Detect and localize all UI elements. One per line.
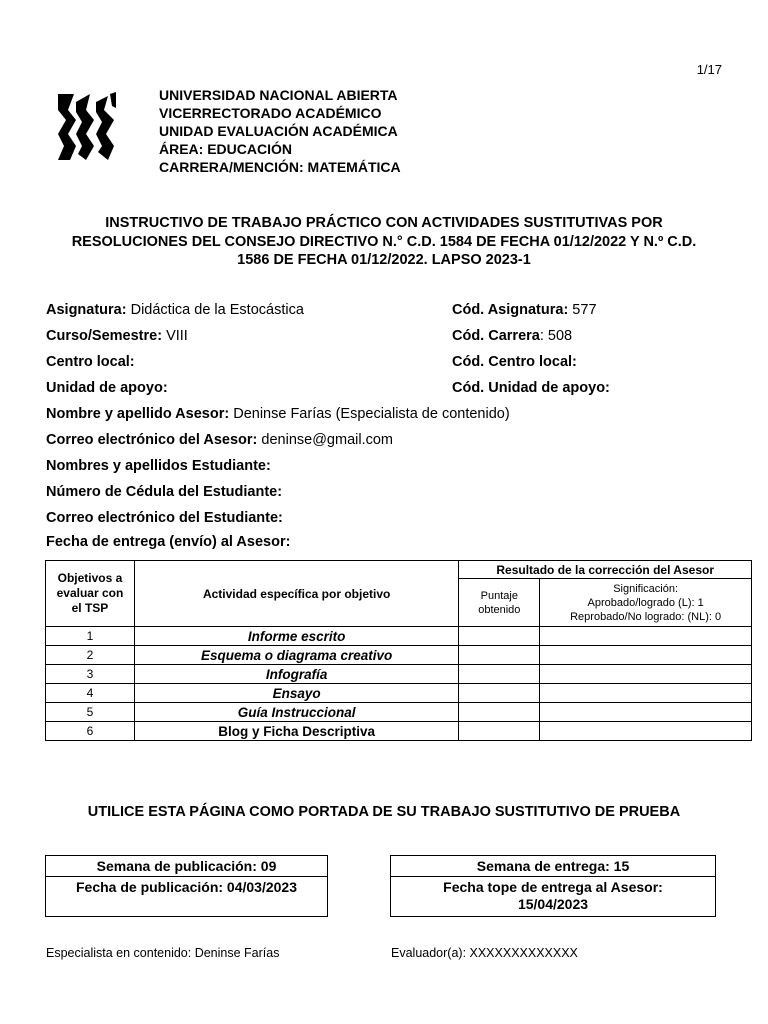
publication-box <box>45 855 328 917</box>
row-number: 5 <box>46 703 135 722</box>
delivery-box <box>390 855 716 917</box>
row-number: 4 <box>46 684 135 703</box>
row-number: 1 <box>46 627 135 646</box>
table-row <box>46 684 752 703</box>
area: ÁREA: EDUCACIÓN <box>159 141 292 157</box>
row-score <box>459 684 540 703</box>
row-activity: Guía Instruccional <box>134 703 458 722</box>
row-significance <box>540 722 752 741</box>
field-asignatura: Asignatura: Didáctica de la Estocástica <box>46 302 304 318</box>
row-score <box>459 722 540 741</box>
vicerrectorado: VICERRECTORADO ACADÉMICO <box>159 105 382 121</box>
row-significance <box>540 684 752 703</box>
row-score <box>459 646 540 665</box>
header-resultado: Resultado de la corrección del Asesor <box>459 561 752 579</box>
row-score <box>459 627 540 646</box>
row-activity: Informe escrito <box>134 627 458 646</box>
field-asesor: Nombre y apellido Asesor: Deninse Farías (Especialista de contenido) <box>46 406 510 422</box>
field-fecha-entrega: Fecha de entrega (envío) al Asesor: <box>46 534 291 550</box>
field-estudiante: Nombres y apellidos Estudiante: <box>46 458 271 474</box>
una-logo-icon <box>56 90 118 162</box>
footer-specialist: Especialista en contenido: Deninse Farías <box>46 946 280 960</box>
footer-evaluator: Evaluador(a): XXXXXXXXXXXXX <box>391 946 578 960</box>
header-objetivos: Objetivos a evaluar con el TSP <box>46 561 135 627</box>
title-line-1: INSTRUCTIVO DE TRABAJO PRÁCTICO CON ACTIVIDADES SUSTITUTIVAS POR <box>105 215 663 231</box>
title-line-3: 1586 DE FECHA 01/12/2022. LAPSO 2023-1 <box>237 252 531 268</box>
delivery-date: Fecha tope de entrega al Asesor: 15/04/2023 <box>443 879 663 912</box>
row-activity: Ensayo <box>134 684 458 703</box>
document-title <box>40 214 728 270</box>
table-row <box>46 646 752 665</box>
objectives-table <box>45 560 752 741</box>
publication-date: Fecha de publicación: 04/03/2023 <box>76 879 297 895</box>
field-cod-centro-local: Cód. Centro local: <box>452 354 577 370</box>
row-significance <box>540 665 752 684</box>
page-number: 1/17 <box>696 62 722 77</box>
table-row <box>46 665 752 684</box>
row-activity: Infografía <box>134 665 458 684</box>
field-correo-estudiante: Correo electrónico del Estudiante: <box>46 510 283 526</box>
row-activity: Blog y Ficha Descriptiva <box>134 722 458 741</box>
field-cod-carrera: Cód. Carrera: 508 <box>452 328 573 344</box>
row-activity: Esquema o diagrama creativo <box>134 646 458 665</box>
field-cedula: Número de Cédula del Estudiante: <box>46 484 283 500</box>
field-cod-asignatura: Cód. Asignatura: 577 <box>452 302 597 318</box>
row-score <box>459 665 540 684</box>
institution-name: UNIVERSIDAD NACIONAL ABIERTA <box>159 87 398 103</box>
table-row <box>46 627 752 646</box>
row-significance <box>540 646 752 665</box>
header-puntaje: Puntaje obtenido <box>459 579 540 627</box>
carrera: CARRERA/MENCIÓN: MATEMÁTICA <box>159 159 401 175</box>
title-line-2: RESOLUCIONES DEL CONSEJO DIRECTIVO N.° C.D. 1584 DE FECHA 01/12/2022 Y N.º C.D. <box>71 233 697 250</box>
row-significance <box>540 627 752 646</box>
row-number: 3 <box>46 665 135 684</box>
field-correo-asesor: Correo electrónico del Asesor: deninse@gmail.com <box>46 432 394 448</box>
unidad-evaluacion: UNIDAD EVALUACIÓN ACADÉMICA <box>159 123 398 139</box>
field-cod-unidad-apoyo: Cód. Unidad de apoyo: <box>452 380 610 396</box>
row-score <box>459 703 540 722</box>
row-number: 2 <box>46 646 135 665</box>
row-number: 6 <box>46 722 135 741</box>
publication-week: Semana de publicación: 09 <box>46 856 327 877</box>
header-significacion: Significación: Aprobado/logrado (L): 1 Reprobado/No logrado: (NL): 0 <box>540 579 752 627</box>
delivery-week: Semana de entrega: 15 <box>391 856 715 877</box>
field-centro-local: Centro local: <box>46 354 135 370</box>
table-row <box>46 722 752 741</box>
institution-header <box>159 86 401 176</box>
field-unidad-apoyo: Unidad de apoyo: <box>46 380 168 396</box>
cover-note: UTILICE ESTA PÁGINA COMO PORTADA DE SU TRABAJO SUSTITUTIVO DE PRUEBA <box>87 804 681 820</box>
field-curso: Curso/Semestre: VIII <box>46 328 188 344</box>
row-significance <box>540 703 752 722</box>
table-row <box>46 703 752 722</box>
header-actividad: Actividad específica por objetivo <box>134 561 458 627</box>
